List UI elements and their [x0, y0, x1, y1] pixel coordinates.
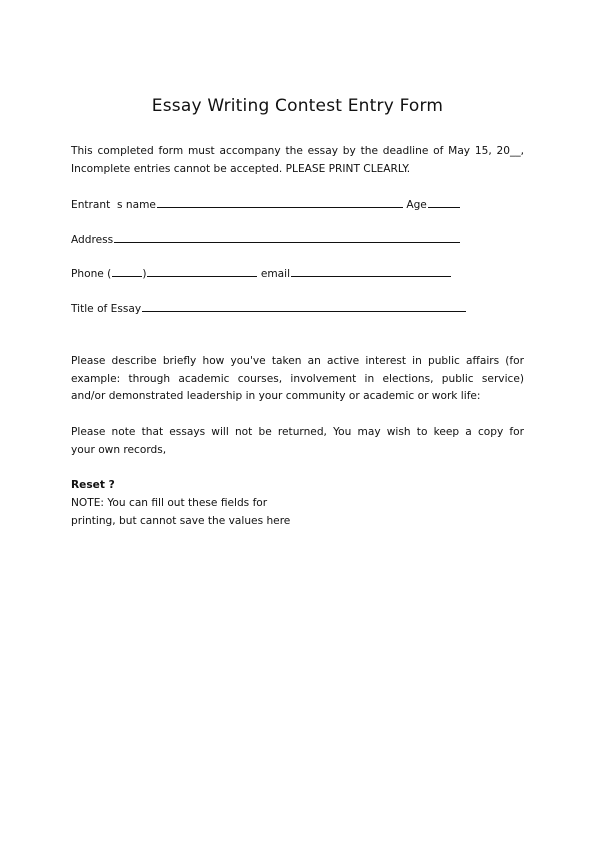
note-line-1: Please note that essays will not be returned, You may wish to keep a copy for	[71, 426, 524, 438]
note-paragraph	[71, 424, 524, 459]
email-label: email	[260, 268, 291, 280]
reset-button[interactable]: Reset ?	[71, 479, 115, 491]
age-field[interactable]	[428, 198, 460, 208]
describe-paragraph	[71, 353, 524, 406]
phone-close-paren: )	[142, 268, 147, 280]
describe-line-1: Please describe briefly how you've taken an active interest in public affairs (for	[71, 355, 524, 367]
age-label: Age	[406, 199, 427, 211]
intro-paragraph	[71, 143, 524, 178]
describe-line-2: example: through academic courses, involvement in elections, public service)	[71, 372, 524, 385]
describe-line-3: and/or demonstrated leadership in your community or academic or work life:	[71, 390, 481, 403]
entrant-row	[71, 198, 460, 212]
phone-label: Phone (	[71, 268, 112, 280]
note-line-2: your own records,	[71, 443, 167, 456]
entrant-name-field[interactable]	[157, 198, 403, 208]
intro-line-1: This completed form must accompany the essay by the deadline of May 15, 20__,	[71, 145, 524, 157]
address-label: Address	[71, 234, 114, 246]
essay-title-row	[71, 302, 466, 316]
phone-area-code-field[interactable]	[112, 267, 142, 277]
phone-number-field[interactable]	[147, 267, 257, 277]
footer-note-line-2: printing, but cannot save the values here	[71, 515, 291, 527]
intro-line-2: Incomplete entries cannot be accepted. PLEASE PRINT CLEARLY.	[71, 162, 411, 175]
essay-title-field[interactable]	[142, 302, 466, 312]
email-field[interactable]	[291, 267, 451, 277]
address-row	[71, 233, 460, 247]
entrant-name-label: Entrant s name	[71, 199, 156, 211]
address-field[interactable]	[114, 233, 460, 243]
essay-title-label: Title of Essay	[71, 303, 142, 315]
phone-email-row	[71, 267, 451, 281]
page-title: Essay Writing Contest Entry Form	[151, 96, 444, 116]
footer-note-line-1: NOTE: You can fill out these fields for	[71, 497, 268, 509]
